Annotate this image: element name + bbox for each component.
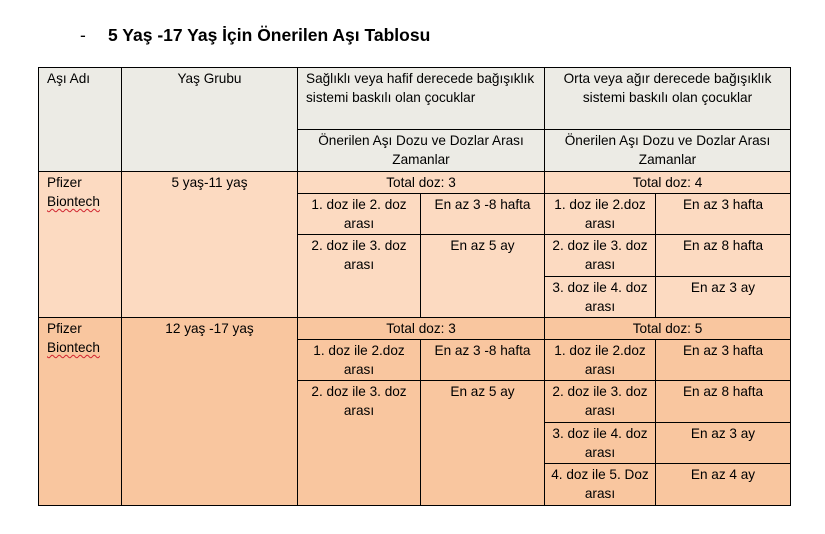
healthy-dose-interval: 1. doz ile 2. doz arası — [298, 194, 421, 235]
vaccine-name-cell: Pfizer Biontech — [39, 172, 122, 318]
healthy-dose-time: En az 5 ay — [421, 235, 545, 318]
immuno-total-doses: Total doz: 5 — [545, 318, 791, 340]
healthy-dose-interval: 1. doz ile 2.doz arası — [298, 340, 421, 381]
header-row — [39, 68, 791, 130]
immuno-dose-interval: 3. doz ile 4. doz arası — [545, 277, 656, 318]
age-group-cell: 12 yaş -17 yaş — [122, 318, 298, 506]
header-healthy-children: Sağlıklı veya hafif derecede bağışıklık sistemi baskılı olan çocuklar — [298, 68, 545, 130]
table-row — [39, 172, 791, 194]
immuno-dose-interval: 1. doz ile 2.doz arası — [545, 340, 656, 381]
page-title — [80, 22, 430, 48]
immuno-dose-time: En az 4 ay — [656, 464, 791, 506]
immuno-dose-time: En az 8 hafta — [656, 381, 791, 423]
subheader-immuno-dose: Önerilen Aşı Dozu ve Dozlar Arası Zamanlar — [545, 130, 791, 172]
immuno-dose-time: En az 3 ay — [656, 277, 791, 318]
healthy-total-doses: Total doz: 3 — [298, 172, 545, 194]
spelling-underlined-word: Biontech — [47, 340, 100, 355]
immuno-dose-interval: 3. doz ile 4. doz arası — [545, 423, 656, 464]
healthy-dose-time: En az 3 -8 hafta — [421, 340, 545, 381]
immuno-dose-interval: 4. doz ile 5. Doz arası — [545, 464, 656, 506]
vaccine-name-cell: Pfizer Biontech — [39, 318, 122, 506]
header-immunocompromised-children: Orta veya ağır derecede bağışıklık sistemi baskılı olan çocuklar — [545, 68, 791, 130]
immuno-dose-interval: 2. doz ile 3. doz arası — [545, 235, 656, 277]
immuno-dose-time: En az 8 hafta — [656, 235, 791, 277]
immuno-dose-interval: 1. doz ile 2.doz arası — [545, 194, 656, 235]
header-vaccine-name: Aşı Adı — [39, 68, 122, 172]
header-age-group: Yaş Grubu — [122, 68, 298, 172]
healthy-dose-interval: 2. doz ile 3. doz arası — [298, 235, 421, 318]
immuno-dose-interval: 2. doz ile 3. doz arası — [545, 381, 656, 423]
healthy-dose-time: En az 3 -8 hafta — [421, 194, 545, 235]
healthy-dose-interval: 2. doz ile 3. doz arası — [298, 381, 421, 506]
healthy-dose-time: En az 5 ay — [421, 381, 545, 506]
immuno-dose-time: En az 3 ay — [656, 423, 791, 464]
title-text: 5 Yaş -17 Yaş İçin Önerilen Aşı Tablosu — [108, 25, 431, 45]
table-row — [39, 318, 791, 340]
immuno-dose-time: En az 3 hafta — [656, 340, 791, 381]
vaccine-schedule-table — [38, 67, 791, 506]
spelling-underlined-word: Biontech — [47, 194, 100, 209]
list-dash: - — [80, 25, 86, 45]
immuno-dose-time: En az 3 hafta — [656, 194, 791, 235]
healthy-total-doses: Total doz: 3 — [298, 318, 545, 340]
subheader-healthy-dose: Önerilen Aşı Dozu ve Dozlar Arası Zamanlar — [298, 130, 545, 172]
immuno-total-doses: Total doz: 4 — [545, 172, 791, 194]
age-group-cell: 5 yaş-11 yaş — [122, 172, 298, 318]
